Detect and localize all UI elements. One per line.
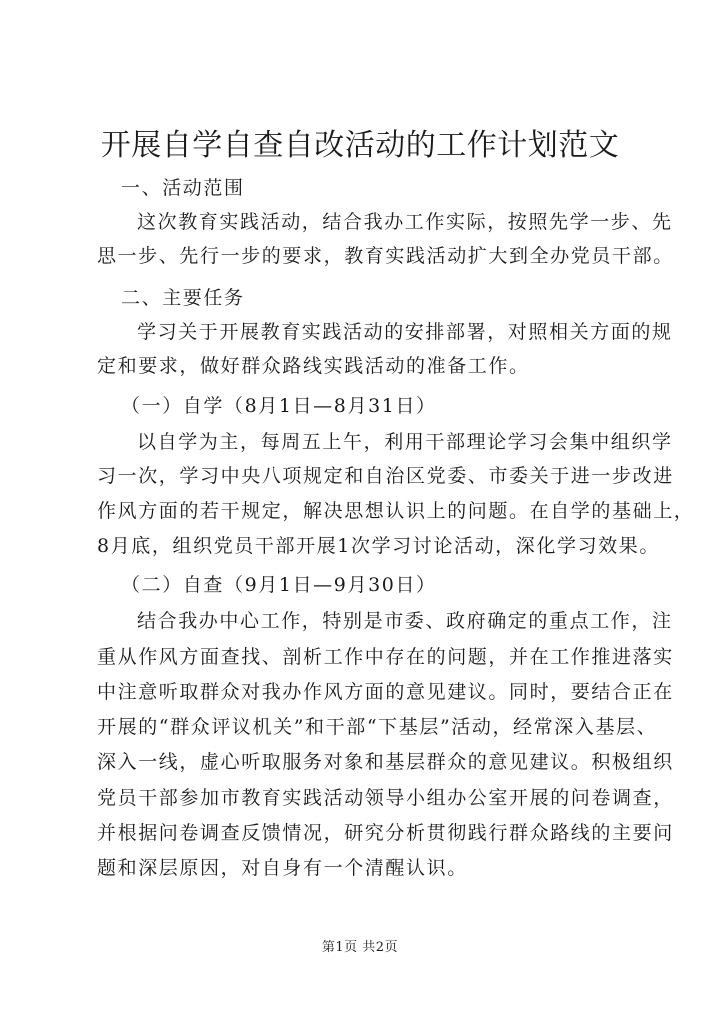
paragraph-line: 思一步、先行一步的要求，教育实践活动扩大到全办党员干部。 — [97, 245, 674, 267]
paragraph-line: 8月底，组织党员干部开展1次学习讨论活动，深化学习效果。 — [97, 535, 660, 557]
paragraph-line: 中注意听取群众对我办作风方面的意见建议。同时，要结合正在 — [97, 681, 674, 703]
paragraph-line: 题和深层原因，对自身有一个清醒认识。 — [97, 857, 468, 879]
section-heading-scope: 一、活动范围 — [121, 177, 245, 199]
subsection-heading-self-check: （二）自查（9月1日—9月30日） — [121, 574, 437, 596]
paragraph-line: 定和要求，做好群众路线实践活动的准备工作。 — [97, 355, 530, 377]
paragraph-line: 并根据问卷调查反馈情况，研究分析贯彻践行群众路线的主要问 — [97, 822, 674, 844]
document-title: 开展自学自查自改活动的工作计划范文 — [100, 128, 620, 163]
paragraph-line: 习一次，学习中央八项规定和自治区党委、市委关于进一步改进 — [97, 465, 674, 487]
page-number-footer: 第1页 共2页 — [321, 940, 399, 955]
paragraph-line: 结合我办中心工作，特别是市委、政府确定的重点工作，注 — [137, 610, 673, 632]
paragraph-line: 深入一线，虚心听取服务对象和基层群众的意见建议。积极组织 — [97, 751, 674, 773]
paragraph-line: 重从作风方面查找、剖析工作中存在的问题，并在工作推进落实 — [97, 646, 674, 668]
paragraph-line: 党员干部参加市教育实践活动领导小组办公室开展的问卷调查， — [97, 787, 674, 809]
paragraph-line: 学习关于开展教育实践活动的安排部署，对照相关方面的规 — [137, 321, 673, 343]
paragraph-line: 这次教育实践活动，结合我办工作实际，按照先学一步、先 — [137, 211, 673, 233]
section-heading-tasks: 二、主要任务 — [121, 287, 245, 309]
paragraph-line: 开展的“群众评议机关”和干部“下基层”活动，经常深入基层、 — [97, 716, 658, 738]
paragraph-line: 以自学为主，每周五上午，利用干部理论学习会集中组织学 — [137, 431, 673, 453]
paragraph-line: 作风方面的若干规定，解决思想认识上的问题。在自学的基础上， — [97, 500, 695, 522]
subsection-heading-self-study: （一）自学（8月1日—8月31日） — [121, 395, 437, 417]
